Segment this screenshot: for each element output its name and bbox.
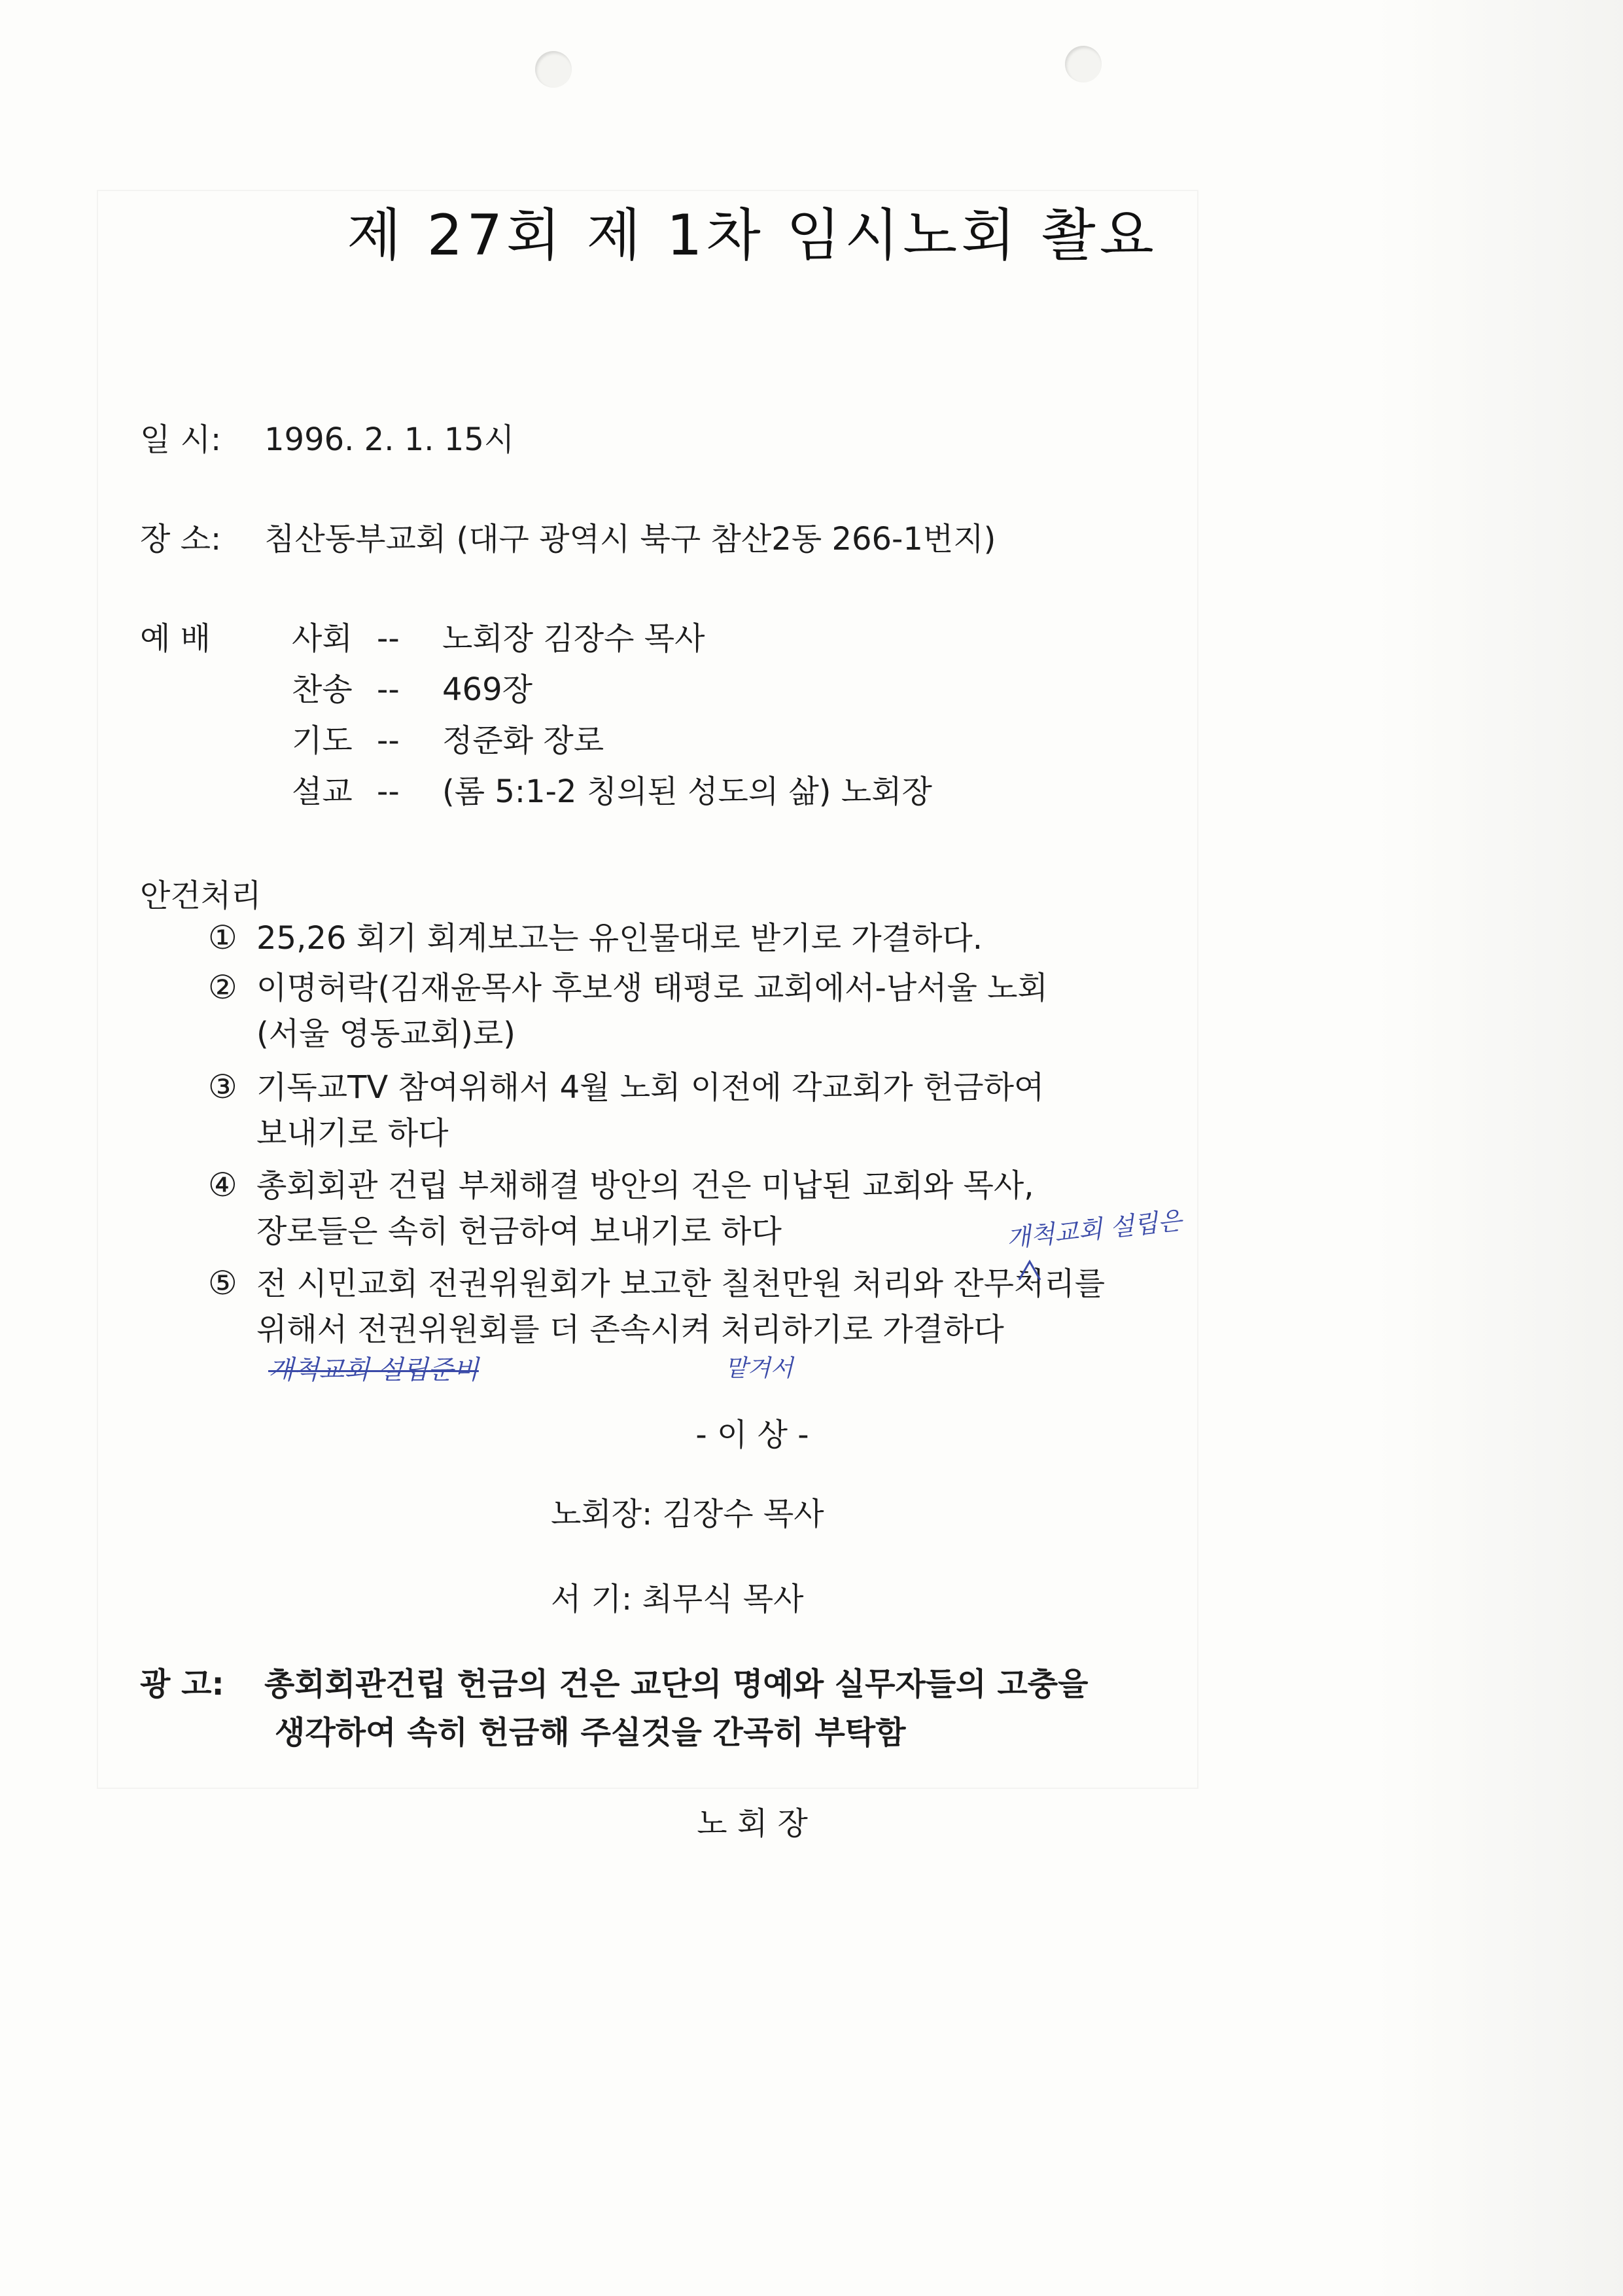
document-title: 제 27회 제 1차 임시노회 촬요 [347,203,1158,268]
date-label: 일 시: [140,421,222,458]
agenda-item-number: ② [208,968,237,1006]
worship-role: 찬송 [292,671,353,708]
worship-separator: -- [377,773,400,810]
insertion-caret-icon [1017,1258,1043,1284]
signature-value: 최무식 목사 [642,1581,804,1617]
signature-chair [551,1498,824,1530]
signature-label: 서 기: [551,1581,633,1617]
worship-separator: -- [377,722,400,759]
worship-item [292,620,705,657]
worship-role: 사회 [292,620,353,657]
agenda-item-text: 총회회관 건립 부채해결 방안의 건은 미납된 교회와 목사, [256,1167,1034,1204]
worship-item [292,773,932,810]
notice-row [140,1666,1089,1703]
agenda-item [208,968,1048,1006]
worship-item [292,671,532,708]
handwritten-annotation: 맡겨서 [725,1355,794,1382]
handwritten-struck-note: 개척교회 설립준비 [268,1355,479,1385]
worship-label: 예 배 [140,620,211,657]
place-label: 장 소: [140,521,222,557]
agenda-item-continuation: 보내기로 하다 [256,1115,449,1152]
punch-hole [535,51,572,88]
worship-separator: -- [377,620,400,657]
worship-separator: -- [377,671,400,708]
page-edge-shadow [1374,0,1623,2296]
place-value: 침산동부교회 (대구 광역시 북구 참산2동 266-1번지) [264,521,996,557]
agenda-item-number: ⑤ [208,1264,237,1302]
signature-value: 김장수 목사 [662,1496,824,1532]
signature-clerk [551,1583,804,1615]
worship-role: 기도 [292,722,353,759]
place-row [140,523,996,555]
date-row [140,421,515,458]
agenda-item-text: 전 시민교회 전권위원회가 보고한 칠천만원 처리와 잔무처리를 [256,1265,1106,1302]
agenda-item-number: ④ [208,1166,237,1204]
agenda-item-number: ① [208,919,237,957]
worship-role: 설교 [292,773,353,810]
agenda-item-continuation: 위해서 전권위원회를 더 존속시켜 처리하기로 가결하다 [256,1311,1004,1348]
date-value: 1996. 2. 1. 15시 [264,421,515,458]
agenda-item-text: 기독교TV 참여위해서 4월 노회 이전에 각교회가 헌금하여 [256,1069,1045,1106]
worship-value: 노회장 김장수 목사 [442,620,705,657]
agenda-item-text: 25,26 회기 회계보고는 유인물대로 받기로 가결하다. [256,920,983,957]
worship-item [292,722,604,759]
agenda-item [208,1264,1106,1302]
agenda-item [208,1068,1045,1106]
agenda-item-continuation: 장로들은 속히 헌금하여 보내기로 하다 [256,1213,782,1250]
agenda-item-number: ③ [208,1068,237,1106]
worship-value: 469장 [442,671,532,708]
agenda-item [208,919,983,957]
agenda-item [208,1166,1034,1204]
worship-value: 정준화 장로 [442,722,604,759]
handwritten-annotation: 개척교회 설립은 [1005,1206,1183,1253]
notice-continuation: 생각하여 속히 헌금해 주실것을 간곡히 부탁함 [275,1714,906,1751]
agenda-item-text: 이명허락(김재윤목사 후보생 태평로 교회에서-남서울 노회 [256,970,1048,1006]
notice-text: 총회회관건립 헌금의 건은 교단의 명예와 실무자들의 고충을 [264,1666,1089,1703]
notice-label: 광 고: [140,1666,224,1703]
agenda-heading: 안건처리 [140,877,262,914]
signature-label: 노회장: [551,1496,653,1532]
end-mark: - 이 상 - [695,1417,809,1453]
punch-hole [1065,46,1102,82]
worship-value: (롬 5:1-2 칭의된 성도의 삶) 노회장 [442,773,932,810]
footer-signature: 노 회 장 [697,1805,808,1842]
agenda-item-continuation: (서울 영동교회)로) [256,1016,516,1052]
